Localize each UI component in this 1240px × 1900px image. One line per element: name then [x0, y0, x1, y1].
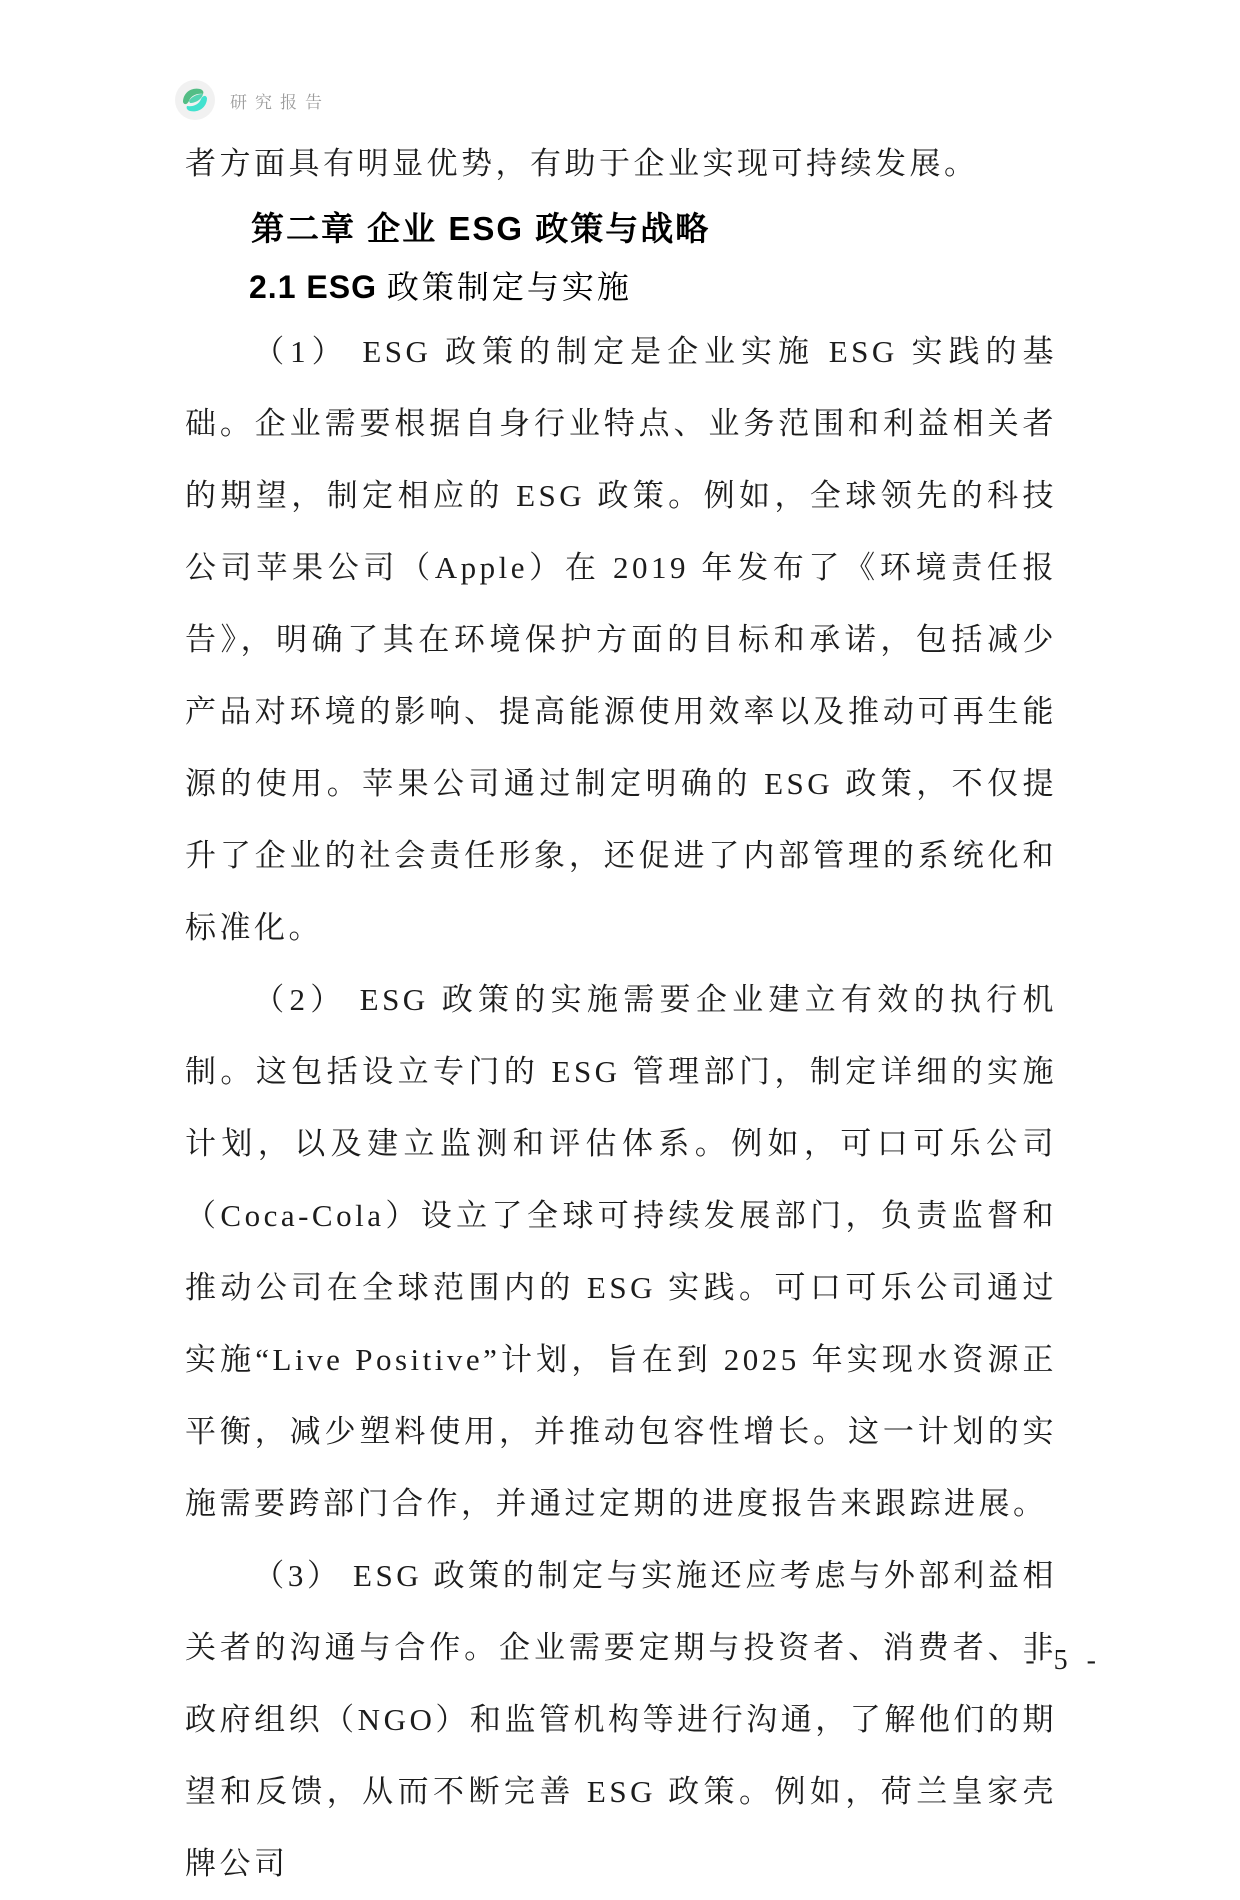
document-body: [185, 128, 1057, 1900]
paragraph-1: （1） ESG 政策的制定是企业实施 ESG 实践的基础。企业需要根据自身行业特点、业务范围和利益相关者的期望，制定相应的 ESG 政策。例如，全球领先的科技公司苹果公司（Apple）在 2019 年发布了《环境责任报告》，明确了其在环境保护方面的目标和承诺，包括减少产品对环境的影响、提高能源使用效率以及推动可再生能源的使用。苹果公司通过制定明确的 ESG 政策，不仅提升了企业的社会责任形象，还促进了内部管理的系统化和标准化。: [185, 334, 1057, 945]
brand-header: [174, 78, 330, 122]
page-number: - 5 -: [1025, 1645, 1102, 1676]
paragraph-3: （3） ESG 政策的制定与实施还应考虑与外部利益相关者的沟通与合作。企业需要定期与投资者、消费者、非政府组织（NGO）和监管机构等进行沟通，了解他们的期望和反馈，从而不断完善 ESG 政策。例如，荷兰皇家壳牌公司: [185, 1558, 1057, 1881]
research-report-logo-icon: [174, 79, 216, 121]
paragraph-2: （2） ESG 政策的实施需要企业建立有效的执行机制。这包括设立专门的 ESG 管理部门，制定详细的实施计划，以及建立监测和评估体系。例如，可口可乐公司（Coca-Cola）设立了全球可持续发展部门，负责监督和推动公司在全球范围内的 ESG 实践。可口可乐公司通过实施“Live Positive”计划，旨在到 2025 年实现水资源正平衡，减少塑料使用，并推动包容性增长。这一计划的实施需要跨部门合作，并通过定期的进度报告来跟踪进展。: [185, 982, 1057, 1521]
intro-continuation-line: 者方面具有明显优势，有助于企业实现可持续发展。: [185, 146, 979, 181]
section-number: 2.1 ESG: [249, 269, 387, 305]
chapter-heading: 第二章 企业 ESG 政策与战略: [251, 210, 711, 247]
section-title: 政策制定与实施: [386, 269, 632, 305]
section-heading: [185, 258, 1057, 316]
brand-text: 研究报告: [230, 92, 330, 112]
